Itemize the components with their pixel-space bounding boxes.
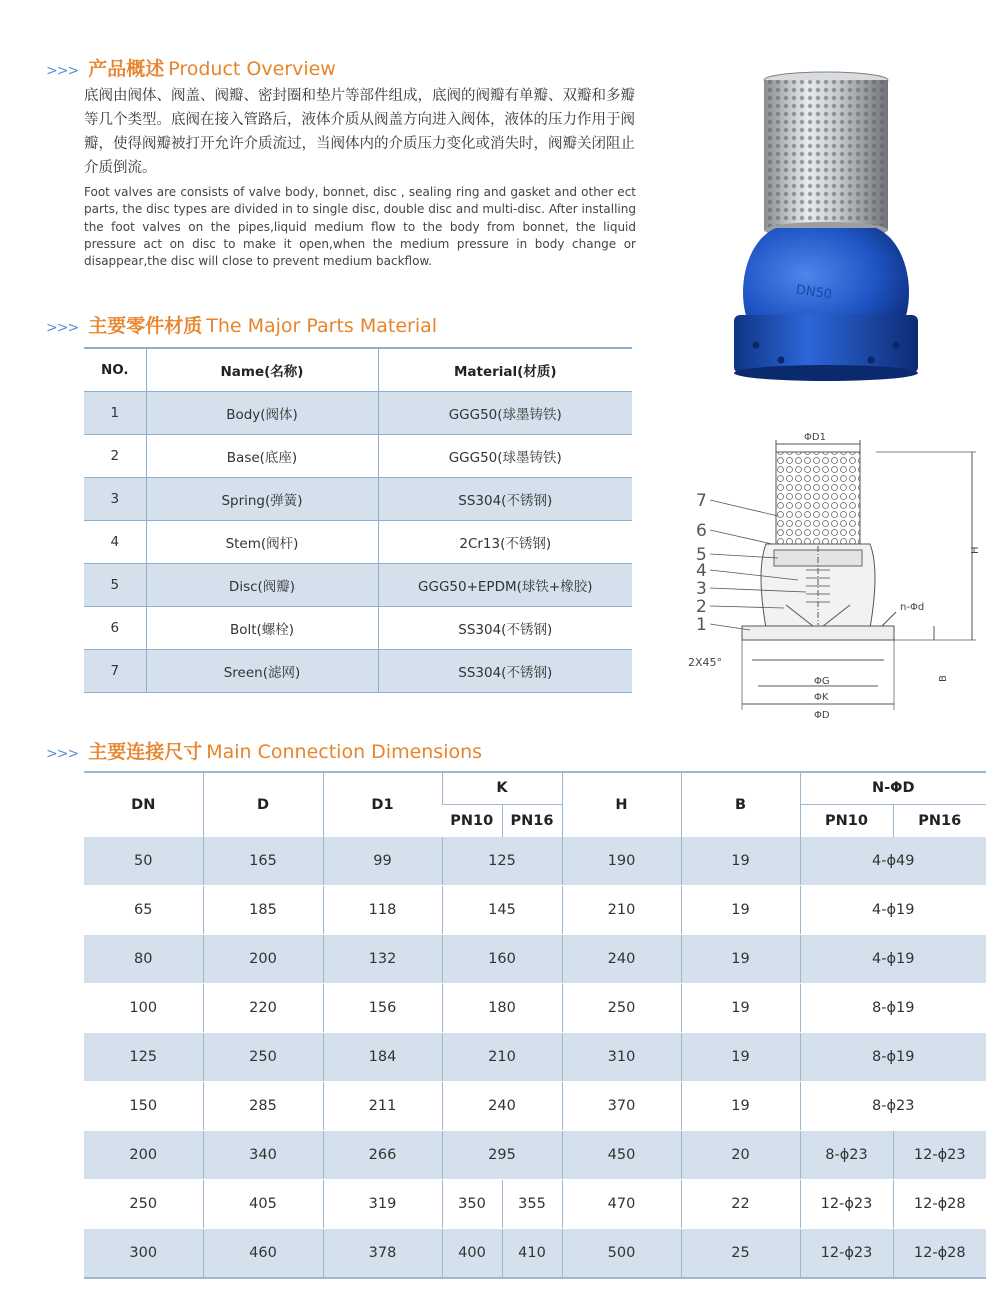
part-material: GGG50(球墨铸铁) xyxy=(378,435,632,478)
cell-k: 125 xyxy=(442,837,562,886)
cell-d: 220 xyxy=(203,983,323,1032)
overview-heading xyxy=(46,54,336,81)
cell-dn: 250 xyxy=(84,1179,203,1228)
cell-d1: 266 xyxy=(323,1130,442,1179)
col-header-b: B xyxy=(681,772,800,837)
cell-nd-pn16: 12-ϕ23 xyxy=(893,1130,986,1179)
table-row xyxy=(84,934,986,983)
col-header-d: D xyxy=(203,772,323,837)
table-row xyxy=(84,521,632,564)
col-header-material: Material(材质) xyxy=(378,348,632,392)
part-number-label: 6 xyxy=(696,521,707,541)
cell-k: 180 xyxy=(442,983,562,1032)
cell-nd: 4-ϕ49 xyxy=(800,837,986,886)
dim-g-label: ΦG xyxy=(814,676,830,687)
table-row xyxy=(84,837,986,886)
cell-dn: 150 xyxy=(84,1081,203,1130)
cell-d1: 319 xyxy=(323,1179,442,1228)
cell-d: 200 xyxy=(203,934,323,983)
table-row xyxy=(84,478,632,521)
cell-h: 240 xyxy=(562,934,681,983)
cell-k-pn10: 350 xyxy=(442,1179,502,1228)
cell-b: 19 xyxy=(681,837,800,886)
cell-k-pn16: 410 xyxy=(502,1228,562,1278)
cell-k: 145 xyxy=(442,885,562,934)
cell-dn: 65 xyxy=(84,885,203,934)
cell-h: 310 xyxy=(562,1032,681,1081)
cell-nd: 8-ϕ19 xyxy=(800,983,986,1032)
dimensions-title-en: Main Connection Dimensions xyxy=(206,741,483,763)
table-row xyxy=(84,392,632,435)
part-name: Bolt(螺栓) xyxy=(146,607,378,650)
cell-k-pn16: 355 xyxy=(502,1179,562,1228)
cell-k-pn10: 400 xyxy=(442,1228,502,1278)
parts-material-table xyxy=(84,347,632,693)
cell-d1: 132 xyxy=(323,934,442,983)
dim-nd-label: n-Φd xyxy=(900,602,925,613)
table-row xyxy=(84,1032,986,1081)
part-material: SS304(不锈钢) xyxy=(378,607,632,650)
cell-h: 210 xyxy=(562,885,681,934)
parts-heading xyxy=(46,311,437,338)
table-row xyxy=(84,1228,986,1278)
part-name: Sreen(滤网) xyxy=(146,650,378,693)
cell-d1: 118 xyxy=(323,885,442,934)
cell-d: 185 xyxy=(203,885,323,934)
cell-dn: 300 xyxy=(84,1228,203,1278)
table-row xyxy=(84,1179,986,1228)
col-header-dn: DN xyxy=(84,772,203,837)
cell-h: 450 xyxy=(562,1130,681,1179)
cell-d: 285 xyxy=(203,1081,323,1130)
cell-b: 19 xyxy=(681,983,800,1032)
cell-h: 470 xyxy=(562,1179,681,1228)
dim-chamfer-label: 2X45° xyxy=(688,656,723,669)
part-number-label: 3 xyxy=(696,579,707,599)
part-no: 1 xyxy=(84,392,146,435)
col-header-no: NO. xyxy=(84,348,146,392)
part-material: SS304(不锈钢) xyxy=(378,478,632,521)
part-no: 3 xyxy=(84,478,146,521)
dim-d1-label: ΦD1 xyxy=(804,432,826,443)
table-row xyxy=(84,885,986,934)
col-header-d1: D1 xyxy=(323,772,442,837)
cell-d1: 211 xyxy=(323,1081,442,1130)
cell-k: 295 xyxy=(442,1130,562,1179)
cell-k: 160 xyxy=(442,934,562,983)
col-header-nd-pn16: PN16 xyxy=(893,804,986,837)
dimensions-table xyxy=(84,771,986,1279)
parts-title-cn: 主要零件材质 xyxy=(88,315,203,337)
col-header-name: Name(名称) xyxy=(146,348,378,392)
col-header-nd: N-ΦD xyxy=(800,772,986,804)
cell-k: 240 xyxy=(442,1081,562,1130)
cell-nd-pn10: 12-ϕ23 xyxy=(800,1179,893,1228)
cell-d: 250 xyxy=(203,1032,323,1081)
dim-k-label: ΦK xyxy=(814,692,829,703)
part-name: Base(底座) xyxy=(146,435,378,478)
table-row xyxy=(84,983,986,1032)
cell-d: 460 xyxy=(203,1228,323,1278)
cell-nd: 4-ϕ19 xyxy=(800,934,986,983)
cell-nd-pn10: 8-ϕ23 xyxy=(800,1130,893,1179)
dimensions-heading xyxy=(46,737,482,764)
cell-d: 340 xyxy=(203,1130,323,1179)
cell-dn: 80 xyxy=(84,934,203,983)
col-header-nd-pn10: PN10 xyxy=(800,804,893,837)
cell-h: 500 xyxy=(562,1228,681,1278)
section-arrows-icon: >>> xyxy=(46,746,79,762)
part-no: 6 xyxy=(84,607,146,650)
cell-h: 250 xyxy=(562,983,681,1032)
part-material: SS304(不锈钢) xyxy=(378,650,632,693)
overview-title-en: Product Overview xyxy=(168,58,336,80)
cell-d1: 184 xyxy=(323,1032,442,1081)
cell-d: 405 xyxy=(203,1179,323,1228)
section-arrows-icon: >>> xyxy=(46,63,79,79)
cell-k: 210 xyxy=(442,1032,562,1081)
dim-d-label: ΦD xyxy=(814,710,830,721)
overview-text-cn: 底阀由阀体、阀盖、阀瓣、密封圈和垫片等部件组成，底阀的阀瓣有单瓣、双瓣和多瓣等几个类型。底阀在接入管路后，液体介质从阀盖方向进入阀体，液体的压力作用于阀瓣，使得阀瓣被打开允许介质流过，当阀体内的介质压力变化或消失时，阀瓣关闭阻止介质倒流。 xyxy=(84,88,635,176)
cell-nd: 8-ϕ19 xyxy=(800,1032,986,1081)
section-arrows-icon: >>> xyxy=(46,320,79,336)
part-material: GGG50(球墨铸铁) xyxy=(378,392,632,435)
cell-dn: 100 xyxy=(84,983,203,1032)
cell-b: 25 xyxy=(681,1228,800,1278)
table-row xyxy=(84,1081,986,1130)
part-no: 5 xyxy=(84,564,146,607)
part-no: 2 xyxy=(84,435,146,478)
table-row xyxy=(84,1130,986,1179)
part-no: 7 xyxy=(84,650,146,693)
part-material: GGG50+EPDM(球铁+橡胶) xyxy=(378,564,632,607)
cell-b: 19 xyxy=(681,934,800,983)
part-number-label: 5 xyxy=(696,545,707,565)
cell-d1: 99 xyxy=(323,837,442,886)
part-name: Disc(阀瓣) xyxy=(146,564,378,607)
overview-title-cn: 产品概述 xyxy=(88,58,165,80)
part-number-label: 1 xyxy=(696,615,707,635)
cell-nd-pn16: 12-ϕ28 xyxy=(893,1179,986,1228)
part-name: Spring(弹簧) xyxy=(146,478,378,521)
cell-dn: 50 xyxy=(84,837,203,886)
part-material: 2Cr13(不锈钢) xyxy=(378,521,632,564)
cell-dn: 125 xyxy=(84,1032,203,1081)
foot-valve-photo xyxy=(726,70,926,402)
dim-b-label: B xyxy=(938,675,949,682)
cell-nd: 8-ϕ23 xyxy=(800,1081,986,1130)
part-name: Stem(阀杆) xyxy=(146,521,378,564)
cell-b: 19 xyxy=(681,1081,800,1130)
svg-text:DN50: DN50 xyxy=(794,282,833,303)
table-row xyxy=(84,435,632,478)
col-header-k-pn16: PN16 xyxy=(502,804,562,837)
table-row xyxy=(84,607,632,650)
cell-d1: 378 xyxy=(323,1228,442,1278)
parts-title-en: The Major Parts Material xyxy=(206,315,438,337)
cell-nd: 4-ϕ19 xyxy=(800,885,986,934)
cell-nd-pn16: 12-ϕ28 xyxy=(893,1228,986,1278)
cell-b: 20 xyxy=(681,1130,800,1179)
technical-drawing xyxy=(686,420,992,723)
dimensions-title-cn: 主要连接尺寸 xyxy=(88,741,203,763)
cell-h: 370 xyxy=(562,1081,681,1130)
cell-b: 19 xyxy=(681,885,800,934)
cell-d1: 156 xyxy=(323,983,442,1032)
part-number-label: 7 xyxy=(696,491,707,511)
overview-text-en: Foot valves are consists of valve body, bonnet, disc , sealing ring and gasket and other ect parts, the disc types are divided in to single disc, double disc and multi-disc. After installing the foot valves on the pipes,liquid medium flow to the body from bonnet, the liquid pressure act on disc to make it open,when the medium pressure in body change or disappear,the disc will close to prevent medium backflow. xyxy=(84,185,636,269)
part-number-label: 2 xyxy=(696,597,707,617)
cell-h: 190 xyxy=(562,837,681,886)
col-header-k: K xyxy=(442,772,562,804)
part-no: 4 xyxy=(84,521,146,564)
cell-nd-pn10: 12-ϕ23 xyxy=(800,1228,893,1278)
col-header-h: H xyxy=(562,772,681,837)
cell-dn: 200 xyxy=(84,1130,203,1179)
table-row xyxy=(84,650,632,693)
cell-b: 19 xyxy=(681,1032,800,1081)
part-number-label: 4 xyxy=(696,561,707,581)
table-row xyxy=(84,564,632,607)
cell-b: 22 xyxy=(681,1179,800,1228)
col-header-k-pn10: PN10 xyxy=(442,804,502,837)
cell-d: 165 xyxy=(203,837,323,886)
part-name: Body(阀体) xyxy=(146,392,378,435)
dim-h-label: H xyxy=(970,546,981,554)
